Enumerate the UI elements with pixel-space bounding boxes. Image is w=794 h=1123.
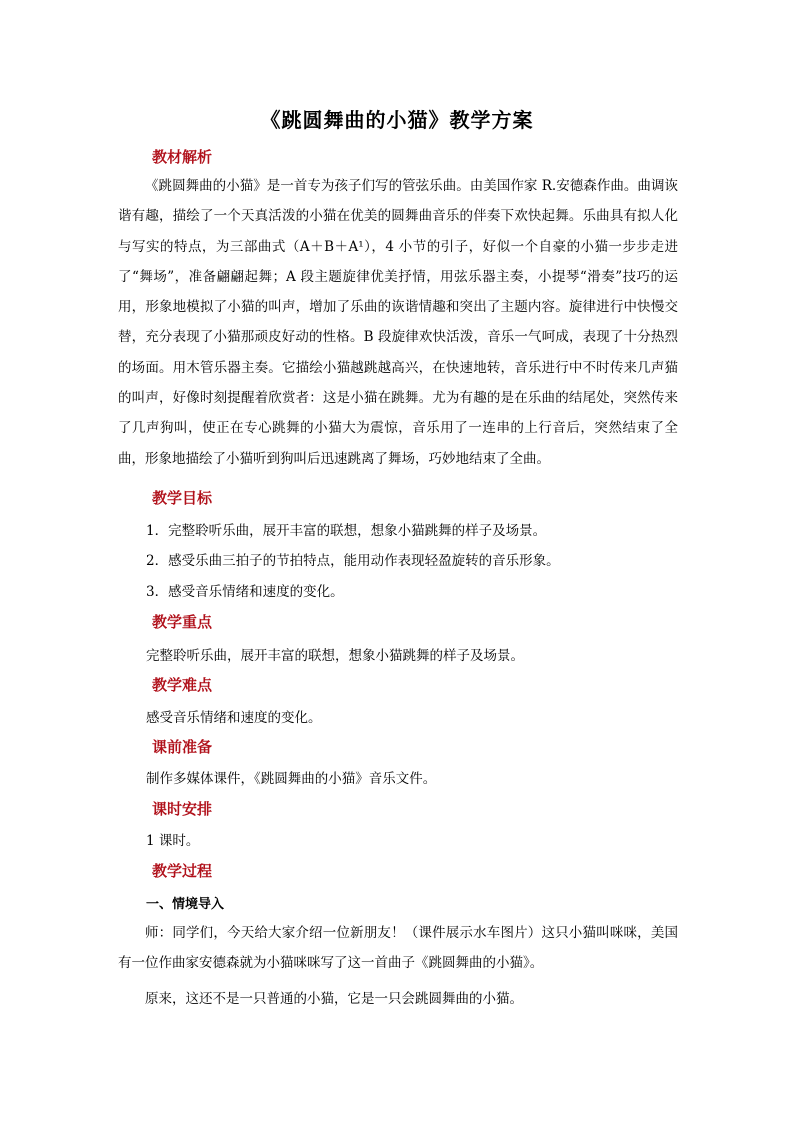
heading-difficulties: 教学难点 [152,676,213,694]
process-paragraph-1: 师：同学们，今天给大家介绍一位新朋友！（课件展示水车图片）这只小猫叫咪咪，美国有一位作曲家安德森就为小猫咪咪写了这一首曲子《跳圆舞曲的小猫》。 [118,925,678,972]
key-points-text: 完整聆听乐曲，展开丰富的联想，想象小猫跳舞的样子及场景。 [146,648,524,664]
heading-preparation: 课前准备 [152,738,213,756]
schedule-text: 1 课时。 [146,833,200,849]
analysis-paragraph: 《跳圆舞曲的小猫》是一首专为孩子们写的管弦乐曲。由美国作家 R.安德森作曲。曲调诙谐有趣，描绘了一个天真活泼的小猫在优美的圆舞曲音乐的伴奏下欢快起舞。乐曲具有拟人化与写实的特点，为三部曲式（A＋B＋A¹），4 小节的引子，好似一个自豪的小猫一步步走进了“舞场”，准备翩翩起舞；A 段主题旋律优美抒情，用弦乐器主奏，小提琴“滑奏”技巧的运用，形象地模拟了小猫的叫声，增加了乐曲的诙谐情趣和突出了主题内容。旋律进行中快慢交替，充分表现了小猫那顽皮好动的性格。B 段旋律欢快活泼，音乐一气呵成，表现了十分热烈的场面。用木管乐器主奏。它描绘小猫越跳越高兴，在快速地转，音乐进行中不时传来几声猫的叫声，好像时刻提醒着欣赏者：这是小猫在跳舞。尤为有趣的是在乐曲的结尾处，突然传来了几声狗叫，使正在专心跳舞的小猫大为震惊，音乐用了一连串的上行音后，突然结束了全曲，形象地描绘了小猫听到狗叫后迅速跳离了舞场，巧妙地结束了全曲。 [118,178,678,467]
document-title: 《跳圆舞曲的小猫》教学方案 [260,108,534,132]
goal-item-1: 1．完整聆听乐曲，展开丰富的联想，想象小猫跳舞的样子及场景。 [146,523,547,539]
heading-analysis: 教材解析 [152,148,213,166]
process-section-1-title: 一、情境导入 [146,897,225,912]
process-paragraph-2: 原来，这还不是一只普通的小猫，它是一只会跳圆舞曲的小猫。 [145,991,523,1007]
heading-key-points: 教学重点 [152,613,213,631]
heading-goals: 教学目标 [152,489,213,507]
goal-item-2: 2．感受乐曲三拍子的节拍特点，能用动作表现轻盈旋转的音乐形象。 [146,553,560,569]
preparation-text: 制作多媒体课件，《跳圆舞曲的小猫》音乐文件。 [146,771,437,787]
heading-process: 教学过程 [152,862,213,880]
goal-item-3: 3．感受音乐情绪和速度的变化。 [146,584,344,600]
heading-schedule: 课时安排 [152,800,213,818]
difficulties-text: 感受音乐情绪和速度的变化。 [146,710,322,726]
